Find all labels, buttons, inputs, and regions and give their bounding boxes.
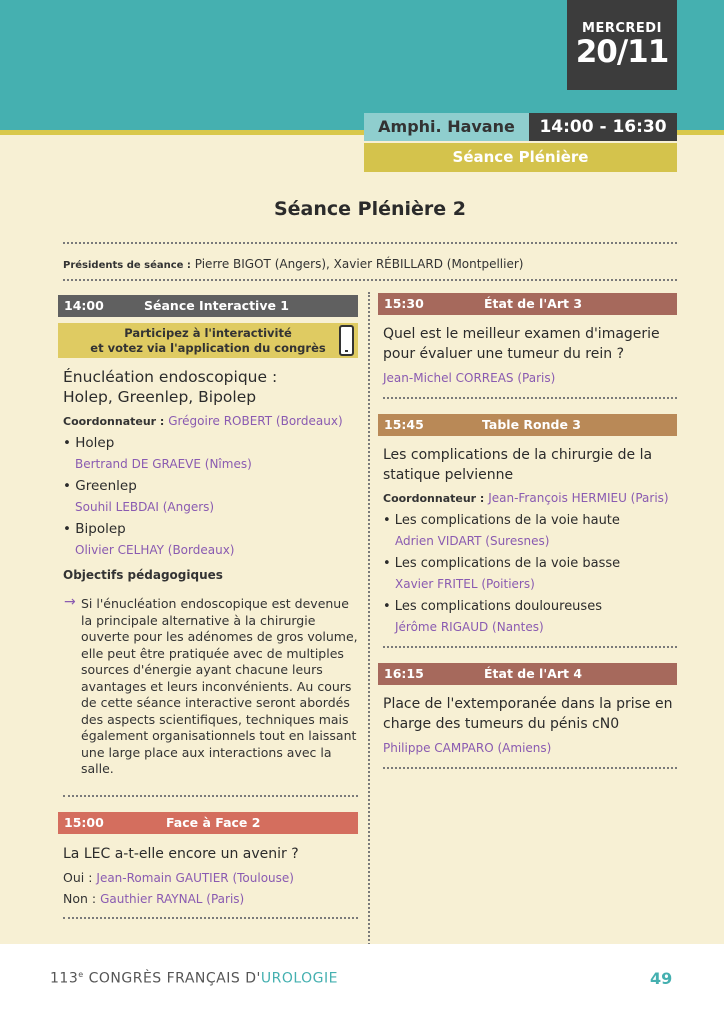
debate-no-line: [63, 891, 244, 906]
speaker-name: Bertrand DE GRAEVE (Nîmes): [75, 457, 252, 471]
speaker-name: Gauthier RAYNAL (Paris): [100, 892, 245, 906]
speaker-name: Adrien VIDART (Suresnes): [395, 534, 550, 548]
session-label: État de l'Art 4: [484, 666, 583, 681]
time-range: 14:00 - 16:30: [529, 113, 677, 141]
session-title-line: Holep, Greenlep, Bipolep: [63, 388, 257, 406]
vote-line-1: Participez à l'interactivité: [124, 326, 292, 340]
session-header: [378, 414, 677, 436]
session-title: Quel est le meilleur examen d'imagerie: [383, 326, 660, 342]
session-title: pour évaluer une tumeur du rein ?: [383, 346, 625, 362]
session-header: [58, 295, 358, 317]
column-separator: [368, 292, 370, 952]
no-label: Non :: [63, 891, 97, 906]
debate-yes-line: [63, 870, 294, 885]
session-header: [58, 812, 358, 834]
session-label: État de l'Art 3: [484, 296, 583, 311]
divider: [63, 917, 358, 919]
session-header: [378, 663, 677, 685]
session-header: [378, 293, 677, 315]
session-time: 16:15: [384, 666, 424, 681]
date-number: 20/11: [575, 34, 669, 70]
speaker-name: Xavier FRITEL (Poitiers): [395, 577, 535, 591]
coordinator-label: Coordonnateur :: [383, 492, 485, 505]
session-title: statique pelvienne: [383, 467, 514, 483]
presidents-names: Pierre BIGOT (Angers), Xavier RÉBILLARD (Montpellier): [194, 257, 524, 271]
session-title: Les complications de la chirurgie de la: [383, 447, 653, 463]
page-title: Séance Plénière 2: [273, 198, 467, 220]
speaker-name: Olivier CELHAY (Bordeaux): [75, 543, 235, 557]
footer-title-a: CONGRÈS FRANÇAIS D': [83, 970, 261, 987]
room-label: Amphi. Havane: [364, 113, 529, 141]
divider: [383, 646, 677, 648]
talk-title: • Les complications de la voie haute: [383, 513, 620, 528]
objectives-label: Objectifs pédagogiques: [63, 568, 223, 582]
edition-suffix: e: [78, 970, 84, 979]
objectives-text: Si l'énucléation endoscopique est devenue la principale alternative à la chirurgie ouverte pour les adénomes de gros volume, elle peut être pratiquée avec de multiples sources d'énergie ayant chacune leurs avantages et leurs inconvénients. Au cours de cette séance interactive seront abordés des aspects scientifiques, techniques mais également organisationnels tout en laissant une large place aux interactions avec la salle.: [81, 596, 358, 776]
divider: [383, 397, 677, 399]
session-title-line: Énucléation endoscopique :: [63, 368, 278, 386]
session-title: La LEC a-t-elle encore un avenir ?: [63, 846, 299, 862]
coordinator-label: Coordonnateur :: [63, 415, 165, 428]
vote-line-2: et votez via l'application du congrès: [90, 341, 326, 355]
date-day: MERCREDI: [582, 21, 662, 36]
vote-banner: [58, 323, 358, 358]
divider: [63, 279, 677, 281]
page-number: 49: [650, 969, 673, 988]
session-title: Place de l'extemporanée dans la prise en: [383, 696, 673, 712]
speaker-name: Jérôme RIGAUD (Nantes): [395, 620, 544, 634]
coordinator-line: [63, 414, 343, 428]
talk-title: • Les complications de la voie basse: [383, 556, 621, 571]
footer-title-b: UROLOGIE: [260, 970, 338, 987]
edition-number: 113: [50, 970, 79, 987]
divider: [63, 795, 358, 797]
talk-title: • Bipolep: [63, 521, 126, 537]
session-title: [63, 367, 363, 407]
speaker-name: Jean-Romain GAUTIER (Toulouse): [96, 871, 294, 885]
talk-title: • Holep: [63, 435, 115, 451]
talk-title: • Les complications douloureuses: [383, 599, 602, 614]
session-label: Face à Face 2: [166, 815, 261, 830]
footer-title: [50, 970, 338, 987]
session-time: 15:45: [384, 417, 424, 432]
arrow-right-icon: →: [64, 594, 76, 610]
session-time: 15:30: [384, 296, 424, 311]
coordinator-line: [383, 491, 669, 505]
speaker-name: Souhil LEBDAI (Angers): [75, 500, 215, 514]
talk-title: • Greenlep: [63, 478, 137, 494]
yes-label: Oui :: [63, 870, 93, 885]
presidents-label: Présidents de séance :: [63, 260, 191, 271]
presidents-line: [63, 257, 523, 271]
divider: [383, 767, 677, 769]
coordinator-name: Jean-François HERMIEU (Paris): [488, 491, 669, 505]
divider: [63, 242, 677, 244]
session-type: Séance Plénière: [364, 143, 677, 172]
session-time: 15:00: [64, 815, 104, 830]
speaker-name: Philippe CAMPARO (Amiens): [383, 741, 552, 755]
session-title: charge des tumeurs du pénis cN0: [383, 716, 620, 732]
smartphone-icon: [339, 325, 354, 356]
date-box: [567, 0, 677, 90]
session-time: 14:00: [64, 298, 104, 313]
speaker-name: Jean-Michel CORREAS (Paris): [383, 371, 556, 385]
session-label: Séance Interactive 1: [144, 298, 290, 313]
coordinator-name: Grégoire ROBERT (Bordeaux): [168, 414, 343, 428]
session-label: Table Ronde 3: [482, 417, 581, 432]
